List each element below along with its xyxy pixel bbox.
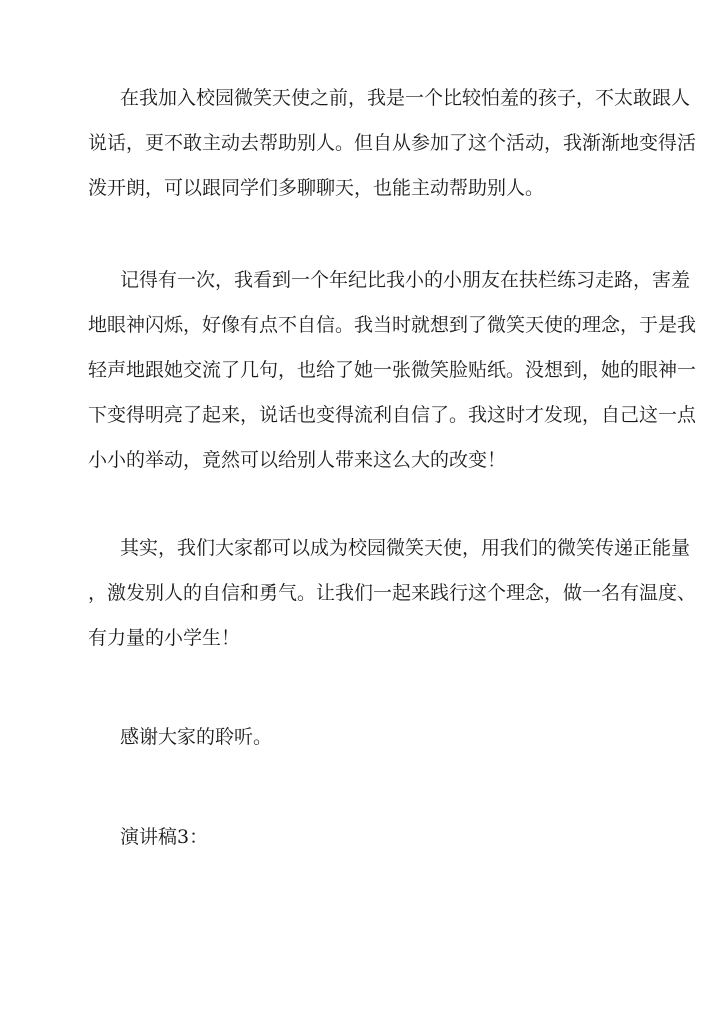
text-line: 小小的举动，竟然可以给别人带来这么大的改变！ [88,449,507,471]
paragraph-before-joining [88,76,697,211]
speech-heading [88,815,632,860]
text-line: 泼开朗，可以跟同学们多聊聊天，也能主动帮助别人。 [88,177,545,199]
text-line: 记得有一次，我看到一个年纪比我小的小朋友在扶栏练习走路，害羞 [120,269,691,291]
text-line: 有力量的小学生！ [88,627,241,649]
paragraph-story [88,258,697,483]
paragraph-thanks [88,715,632,760]
text-line: 下变得明亮了起来，说话也变得流利自信了。我这时才发现，自己这一点 [88,404,697,426]
text-line: 其实，我们大家都可以成为校园微笑天使，用我们的微笑传递正能量 [120,537,691,559]
text-line: 演讲稿3： [120,826,209,848]
text-line: 轻声地跟她交流了几句，也给了她一张微笑脸贴纸。没想到，她的眼神一 [88,359,697,381]
text-line: 地眼神闪烁，好像有点不自信。我当时就想到了微笑天使的理念，于是我 [88,314,697,336]
text-line: 在我加入校园微笑天使之前，我是一个比较怕羞的孩子，不太敢跟人 [120,87,691,109]
text-line: 感谢大家的聆听。 [120,726,273,748]
text-line: 说话，更不敢主动去帮助别人。但自从参加了这个活动，我渐渐地变得活 [88,132,697,154]
text-line: ，激发别人的自信和勇气。让我们一起来践行这个理念，做一名有温度、 [88,582,697,604]
paragraph-call-to-action [88,526,697,661]
